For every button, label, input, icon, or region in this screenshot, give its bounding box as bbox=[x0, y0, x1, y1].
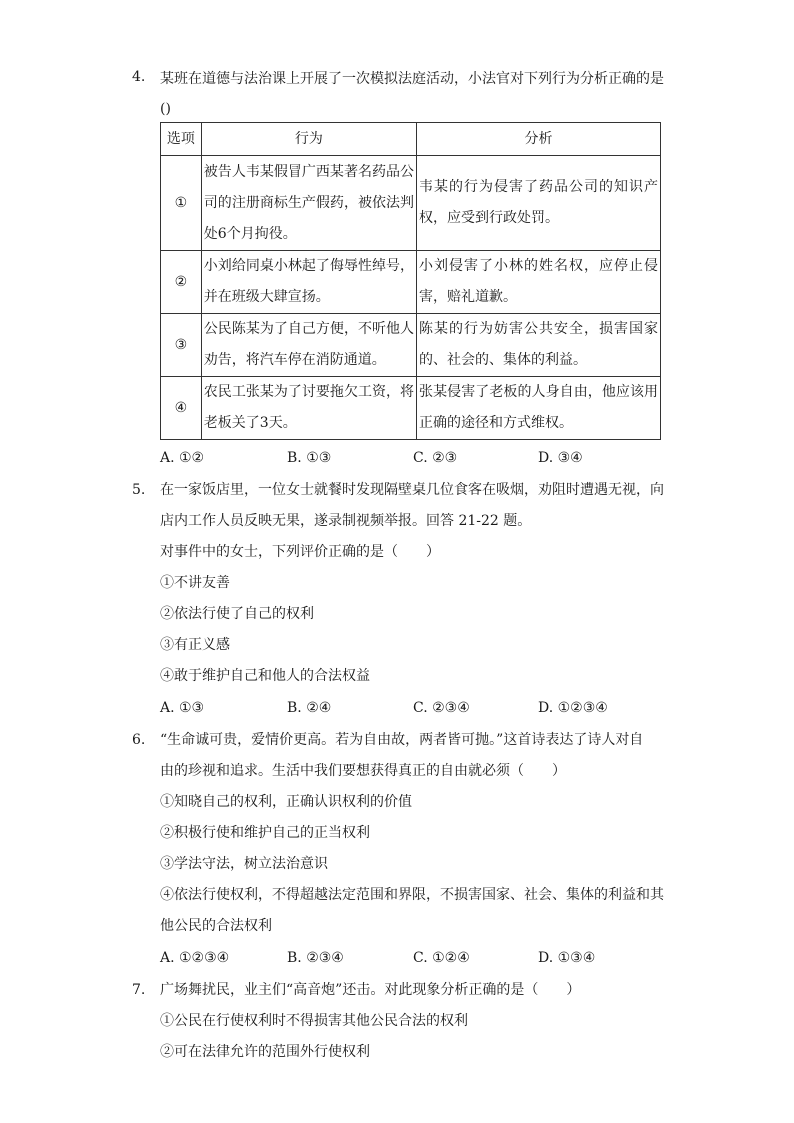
statement-item: ②积极行使和维护自己的正当权利 bbox=[160, 825, 370, 841]
row-behavior: 被告人韦某假冒广西某著名药品公司的注册商标生产假药，被依法判处6个月拘役。 bbox=[203, 163, 415, 242]
table-row bbox=[161, 156, 661, 251]
question-number: 6. bbox=[132, 732, 146, 748]
sub-question: 对事件中的女士，下列评价正确的是（ ） bbox=[160, 544, 440, 560]
statement-item: ①知晓自己的权利，正确认识权利的价值 bbox=[160, 794, 412, 810]
option-a[interactable]: A. ①②③④ bbox=[160, 950, 230, 966]
question-stem: 在一家饭店里，一位女士就餐时发现隔壁桌几位食客在吸烟，劝阻时遭遇无视，向 bbox=[160, 482, 664, 498]
question-stem-cont: 店内工作人员反映无果，遂录制视频举报。回答 21-22 题。 bbox=[160, 513, 532, 529]
statement-item-cont: 他公民的合法权利 bbox=[160, 918, 272, 934]
statement-item: ②可在法律允许的范围外行使权利 bbox=[160, 1044, 370, 1060]
header-option: 选项 bbox=[161, 123, 202, 156]
statement-item: ①公民在行使权利时不得损害其他公民合法的权利 bbox=[160, 1013, 468, 1029]
option-a[interactable]: A. ①② bbox=[160, 450, 205, 466]
table-header-row bbox=[161, 123, 661, 156]
option-d[interactable]: D. ①②③④ bbox=[538, 700, 608, 716]
option-a[interactable]: A. ①③ bbox=[160, 700, 205, 716]
row-analysis: 陈某的行为妨害公共安全，损害国家的、社会的、集体的利益。 bbox=[419, 321, 658, 368]
header-analysis: 分析 bbox=[417, 123, 661, 156]
row-option: ① bbox=[161, 156, 202, 251]
row-behavior: 公民陈某为了自己方便，不听他人劝告，将汽车停在消防通道。 bbox=[203, 321, 415, 368]
question-stem: “生命诚可贵，爱情价更高。若为自由故，两者皆可抛。”这首诗表达了诗人对自 bbox=[160, 732, 644, 748]
question-number: 4. bbox=[132, 69, 146, 85]
row-behavior: 小刘给同桌小林起了侮辱性绰号，并在班级大肆宣扬。 bbox=[203, 258, 415, 305]
option-b[interactable]: B. ②④ bbox=[287, 700, 332, 716]
table-row bbox=[161, 377, 661, 440]
question-number: 7. bbox=[132, 982, 146, 998]
statement-item: ④敢于维护自己和他人的合法权益 bbox=[160, 668, 370, 684]
statement-item: ④依法行使权利，不得超越法定范围和界限，不损害国家、社会、集体的利益和其 bbox=[160, 887, 664, 903]
question-stem: 广场舞扰民，业主们“高音炮”还击。对此现象分析正确的是（ ） bbox=[160, 982, 581, 998]
table-row bbox=[161, 314, 661, 377]
row-analysis: 韦某的行为侵害了药品公司的知识产权，应受到行政处罚。 bbox=[419, 179, 658, 226]
table-row bbox=[161, 251, 661, 314]
question-stem-cont: 由的珍视和追求。生活中我们要想获得真正的自由就必须（ ） bbox=[160, 763, 566, 779]
behavior-analysis-table bbox=[160, 122, 661, 440]
question-number: 5. bbox=[132, 482, 146, 498]
question-stem: 某班在道德与法治课上开展了一次模拟法庭活动，小法官对下列行为分析正确的是 bbox=[160, 71, 664, 87]
row-option: ④ bbox=[161, 377, 202, 440]
option-c[interactable]: C. ①②④ bbox=[413, 950, 470, 966]
statement-item: ①不讲友善 bbox=[160, 575, 230, 591]
statement-item: ③有正义感 bbox=[160, 637, 230, 653]
row-analysis: 张某侵害了老板的人身自由，他应该用正确的途径和方式维权。 bbox=[419, 384, 658, 431]
statement-item: ③学法守法，树立法治意识 bbox=[160, 856, 328, 872]
option-d[interactable]: D. ①③④ bbox=[538, 950, 596, 966]
option-b[interactable]: B. ②③④ bbox=[287, 950, 344, 966]
row-analysis: 小刘侵害了小林的姓名权，应停止侵害，赔礼道歉。 bbox=[419, 258, 658, 305]
row-option: ② bbox=[161, 251, 202, 314]
statement-item: ②依法行使了自己的权利 bbox=[160, 606, 314, 622]
answer-bracket: () bbox=[160, 101, 171, 117]
option-d[interactable]: D. ③④ bbox=[538, 450, 583, 466]
header-behavior: 行为 bbox=[201, 123, 416, 156]
option-b[interactable]: B. ①③ bbox=[287, 450, 332, 466]
row-behavior: 农民工张某为了讨要拖欠工资，将老板关了3天。 bbox=[203, 384, 415, 431]
option-c[interactable]: C. ②③ bbox=[413, 450, 458, 466]
row-option: ③ bbox=[161, 314, 202, 377]
option-c[interactable]: C. ②③④ bbox=[413, 700, 470, 716]
